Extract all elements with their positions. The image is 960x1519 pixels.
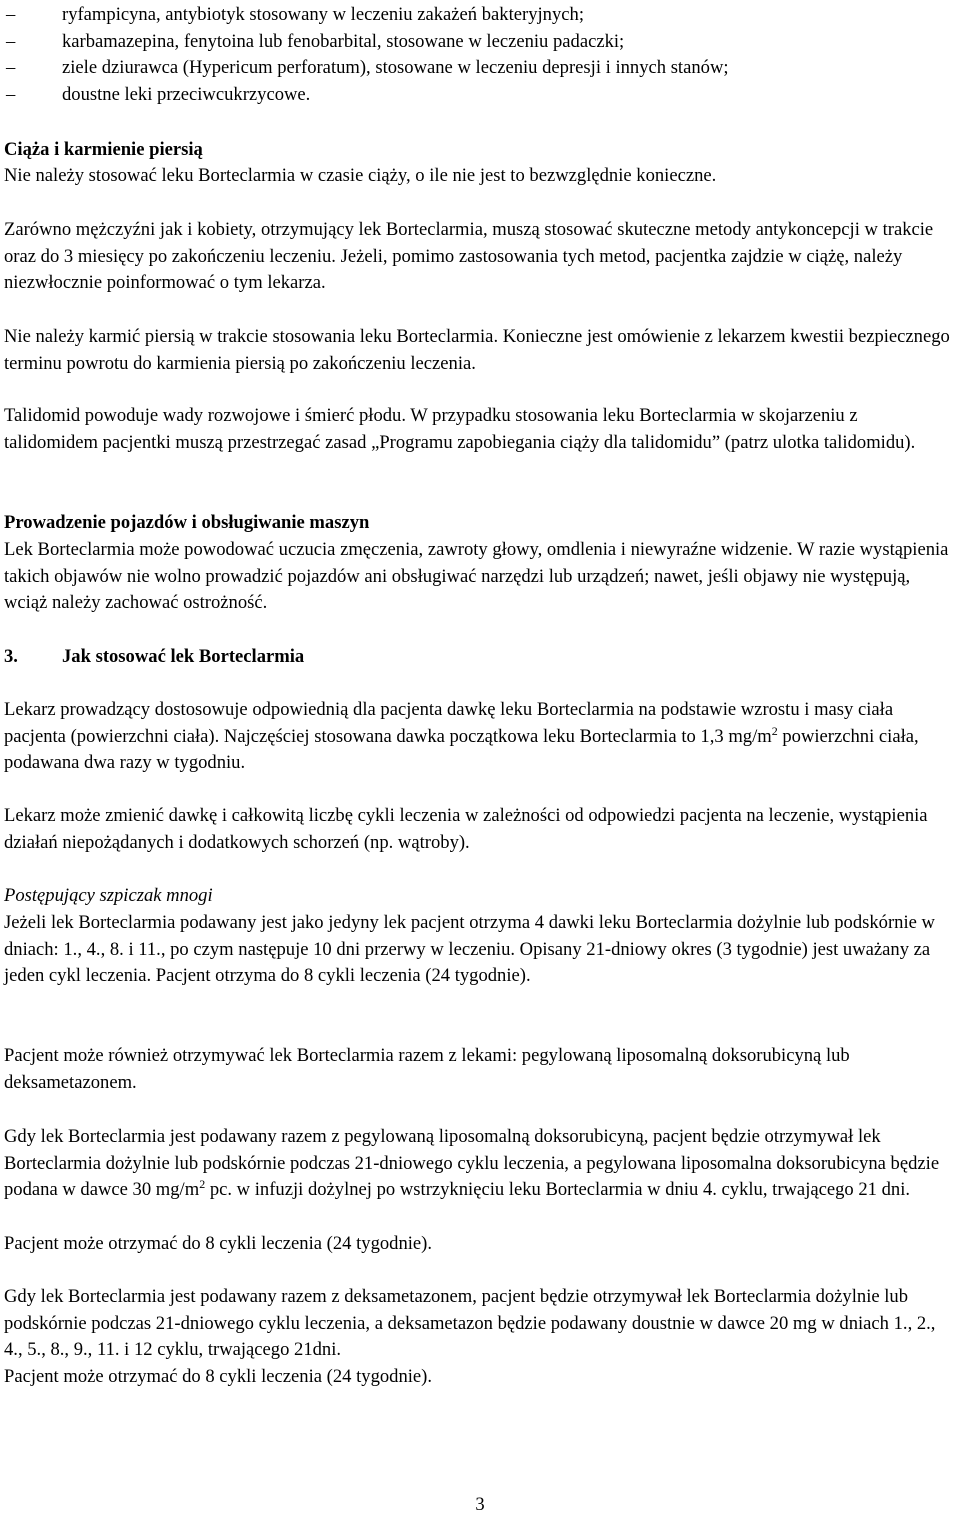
- section-number: 3.: [4, 646, 18, 667]
- section-title: Jak stosować lek Borteclarmia: [62, 646, 305, 667]
- list-item: – ryfampicyna, antybiotyk stosowany w leczeniu zakażeń bakteryjnych;: [4, 2, 956, 29]
- driving-paragraph: Lek Borteclarmia może powodować uczucia zmęczenia, zawroty głowy, omdlenia i niewyraźne widzenie. W razie wystąpienia takich objawów nie wolno prowadzić pojazdów ani obsługiwać narzędzi lub urządzeń; nawet, jeśli objawy nie występują, wciąż należy zachować ostrożność.: [4, 539, 949, 613]
- dash-bullet: –: [6, 83, 16, 105]
- doxorubicin-cycles: Pacjent może otrzymać do 8 cykli leczenia (24 tygodnie).: [4, 1233, 433, 1254]
- list-item: – ziele dziurawca (Hypericum perforatum), stosowane w leczeniu depresji i innych stanów;: [4, 55, 956, 82]
- breastfeeding-paragraph: Nie należy karmić piersią w trakcie stosowania leku Borteclarmia. Konieczne jest omówienie z lekarzem kwestii bezpiecznego terminu powrotu do karmienia piersią po zakończeniu leczenia.: [4, 326, 950, 374]
- dash-bullet: –: [6, 4, 16, 25]
- page-number: 3: [475, 1494, 485, 1515]
- list-item: – karbamazepina, fenytoina lub fenobarbital, stosowane w leczeniu padaczki;: [4, 29, 956, 56]
- dexamethasone-cycles: Pacjent może otrzymać do 8 cykli leczenia (24 tygodnie).: [4, 1366, 433, 1387]
- contraception-paragraph: Zarówno mężczyźni jak i kobiety, otrzymujący lek Borteclarmia, muszą stosować skuteczne metody antykoncepcji w trakcie oraz do 3 miesięcy po zakończeniu leczeniu. Jeżeli, pomimo zastosowania tych metod, pacjentka zajdzie w ciążę, należy niezwłocznie poinformować o tym lekarza.: [4, 219, 934, 293]
- doxorubicin-paragraph: Gdy lek Borteclarmia jest podawany razem z pegylowaną liposomalną doksorubicyną, pacjent będzie otrzymywał lek Borteclarmia dożylnie lub podskórnie podczas 21-dniowego cyklu leczenia, a pegylowana liposomalna doksorubicyna będzie podana w dawce 30 $mg/m^2$ pc. w infuzji dożylnej po wstrzyknięciu leku Borteclarmia w dniu 4. cyklu, trwającego 21 dni.: [4, 1126, 940, 1200]
- interaction-drug-list: [4, 2, 956, 108]
- section-3-heading: [4, 644, 956, 671]
- list-item: – doustne leki przeciwcukrzycowe.: [4, 82, 956, 109]
- pregnancy-paragraph: Nie należy stosować leku Borteclarmia w czasie ciąży, o ile nie jest to bezwzględnie konieczne.: [4, 165, 717, 186]
- pregnancy-heading: Ciąża i karmienie piersią: [4, 139, 203, 160]
- combination-paragraph: Pacjent może również otrzymywać lek Borteclarmia razem z lekami: pegylowaną liposomalną doksorubicyną lub deksametazonem.: [4, 1045, 850, 1093]
- myeloma-heading: Postępujący szpiczak mnogi: [4, 885, 213, 906]
- dash-bullet: –: [6, 30, 16, 52]
- dosage-paragraph: Lekarz prowadzący dostosowuje odpowiednią dla pacjenta dawkę leku Borteclarmia na podstawie wzrostu i masy ciała pacjenta (powierzchni ciała). Najczęściej stosowana dawka początkowa leku Borteclarmia to 1,3 $mg/m^2$ powierzchni ciała, podawana dwa razy w tygodniu.: [4, 699, 919, 773]
- monotherapy-paragraph: Jeżeli lek Borteclarmia podawany jest jako jedyny lek pacjent otrzyma 4 dawki leku Borteclarmia dożylnie lub podskórnie w dniach: 1., 4., 8. i 11., po czym następuje 10 dni przerwy w leczeniu. Opisany 21-dniowy okres (3 tygodnie) jest uważany za jeden cykl leczenia. Pacjent otrzyma do 8 cykli leczenia (24 tygodnie).: [4, 912, 935, 986]
- driving-heading: Prowadzenie pojazdów i obsługiwanie maszyn: [4, 512, 370, 533]
- thalidomide-paragraph: Talidomid powoduje wady rozwojowe i śmierć płodu. W przypadku stosowania leku Borteclarmia w skojarzeniu z talidomidem pacjentki muszą przestrzegać zasad „Programu zapobiegania ciąży dla talidomidu” (patrz ulotka talidomidu).: [4, 405, 916, 453]
- dash-bullet: –: [6, 57, 16, 78]
- dose-change-paragraph: Lekarz może zmienić dawkę i całkowitą liczbę cykli leczenia w zależności od odpowiedzi pacjenta na leczenie, wystąpienia działań niepożądanych i dodatkowych schorzeń (np. wątroby).: [4, 805, 928, 853]
- dexamethasone-paragraph: Gdy lek Borteclarmia jest podawany razem z deksametazonem, pacjent będzie otrzymywał lek Borteclarmia dożylnie lub podskórnie podczas 21-dniowego cyklu leczenia, a deksametazon będzie podawany doustnie w dawce 20 mg w dniach 1., 2., 4., 5., 8., 9., 11. i 12 cyklu, trwającego 21dni.: [4, 1286, 936, 1360]
